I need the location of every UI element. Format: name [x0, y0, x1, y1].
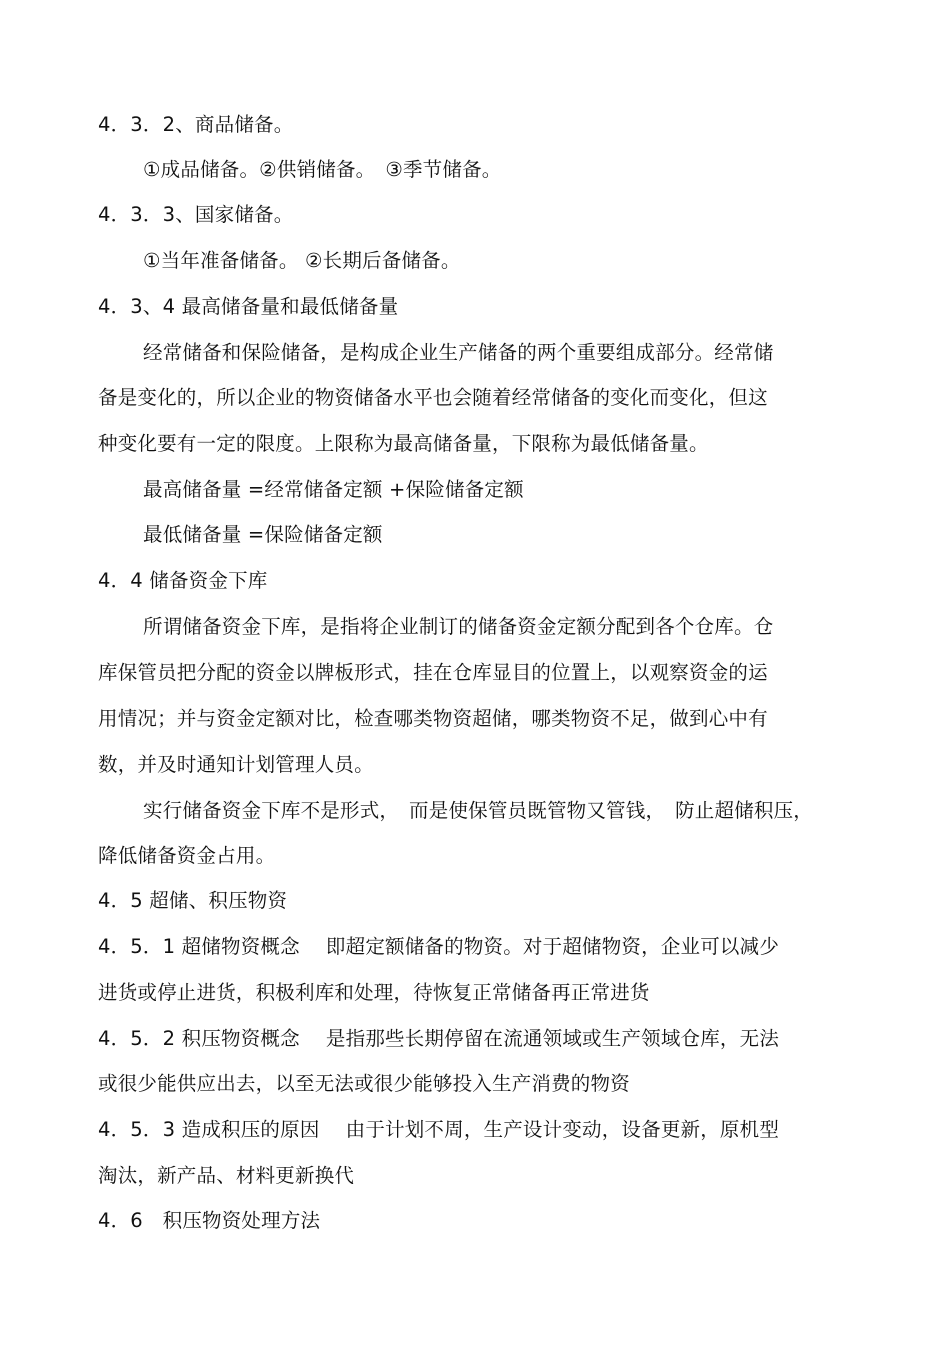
heading-4-3-2: 4．3．2、商品储备。	[98, 113, 294, 136]
heading-4-5-3: 4．5．3 造成积压的原因 由于计划不周，生产设计变动，设备更新，原机型	[98, 1118, 780, 1141]
heading-4-5-1: 4．5．1 超储物资概念 即超定额储备的物资。对于超储物资，企业可以减少	[98, 935, 780, 958]
paragraph-line: 进货或停止进货，积极利库和处理，待恢复正常储备再正常进货	[98, 981, 650, 1004]
paragraph-line: 淘汰，新产品、材料更新换代	[98, 1164, 355, 1187]
list-item-national-reserve: ①当年准备储备。 ②长期后备储备。	[143, 249, 461, 272]
heading-4-3-4: 4．3、4 最高储备量和最低储备量	[98, 295, 399, 318]
paragraph-line: 降低储备资金占用。	[98, 844, 276, 867]
paragraph-line: 或很少能供应出去，以至无法或很少能够投入生产消费的物资	[98, 1072, 630, 1095]
heading-4-6: 4．6 积压物资处理方法	[98, 1209, 321, 1232]
heading-4-5: 4．5 超储、积压物资	[98, 889, 288, 912]
paragraph-line: 所谓储备资金下库，是指将企业制订的储备资金定额分配到各个仓库。仓	[143, 615, 774, 638]
formula-max-reserve: 最高储备量 =经常储备定额 +保险储备定额	[143, 478, 524, 501]
heading-4-3-3: 4．3．3、国家储备。	[98, 203, 294, 226]
paragraph-line: 经常储备和保险储备，是构成企业生产储备的两个重要组成部分。经常储	[143, 341, 774, 364]
heading-4-5-2: 4．5．2 积压物资概念 是指那些长期停留在流通领域或生产领域仓库，无法	[98, 1027, 780, 1050]
list-item-commodity-reserve: ①成品储备。②供销储备。 ③季节储备。	[143, 158, 502, 181]
heading-4-4: 4．4 储备资金下库	[98, 569, 268, 592]
paragraph-line: 种变化要有一定的限度。上限称为最高储备量，下限称为最低储备量。	[98, 432, 709, 455]
paragraph-line: 库保管员把分配的资金以牌板形式，挂在仓库显目的位置上，以观察资金的运	[98, 661, 768, 684]
paragraph-line: 备是变化的，所以企业的物资储备水平也会随着经常储备的变化而变化，但这	[98, 386, 768, 409]
paragraph-line: 数，并及时通知计划管理人员。	[98, 753, 374, 776]
paragraph-line: 用情况；并与资金定额对比，检查哪类物资超储，哪类物资不足，做到心中有	[98, 707, 768, 730]
paragraph-line: 实行储备资金下库不是形式， 而是使保管员既管物又管钱， 防止超储积压，	[143, 799, 814, 822]
formula-min-reserve: 最低储备量 =保险储备定额	[143, 523, 383, 546]
